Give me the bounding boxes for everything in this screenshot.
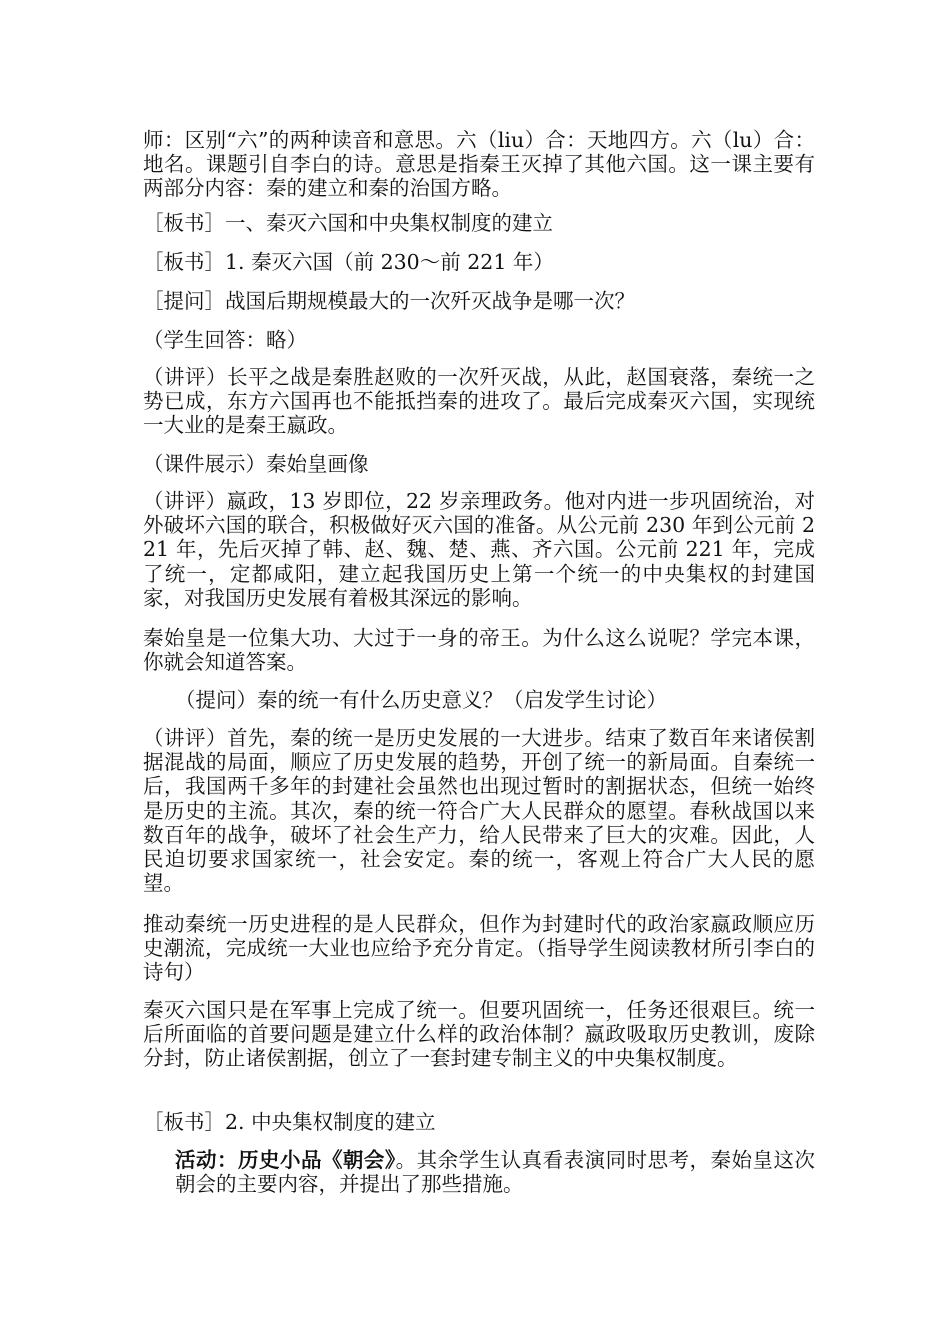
- comment-yingzheng: （讲评）嬴政，13 岁即位，22 岁亲理政务。他对内进一步巩固统治，对外破坏六国的联合，积极做好灭六国的准备。从公元前 230 年到公元前 221 年，先后灭掉了韩、赵、魏、楚、燕、齐六国。公元前 221 年，完成了统一，定都咸阳，建立起我国历史上第一个统一的中央集权的封建国家，对我国历史发展有着极其深远的影响。: [143, 489, 815, 610]
- paragraph-teacher-intro: 师：区别“六”的两种读音和意思。六（liu）合：天地四方。六（lu）合：地名。课题引自李白的诗。意思是指秦王灭掉了其他六国。这一课主要有两部分内容：秦的建立和秦的治国方略。: [143, 128, 815, 201]
- comment-changping: （讲评）长平之战是秦胜赵败的一次歼灭战，从此，赵国衰落，秦统一之势已成，东方六国再也不能抵挡秦的进攻了。最后完成秦灭六国，实现统一大业的是秦王嬴政。: [143, 365, 815, 438]
- paragraph-consolidation: 秦灭六国只是在军事上完成了统一。但要巩固统一，任务还很艰巨。统一后所面临的首要问题是建立什么样的政治体制？嬴政吸取历史教训，废除分封，防止诸侯割据，创立了一套封建专制主义的中央集权制度。: [143, 998, 815, 1071]
- comment-significance: （讲评）首先，秦的统一是历史发展的一大进步。结束了数百年来诸侯割据混战的局面，顺应了历史发展的趋势，开创了统一的新局面。自秦统一后，我国两千多年的封建社会虽然也出现过暂时的割据状态，但统一始终是历史的主流。其次，秦的统一符合广大人民群众的愿望。春秋战国以来数百年的战争，破坏了社会生产力，给人民带来了巨大的灾难。因此，人民迫切要求国家统一，社会安定。秦的统一，客观上符合广大人民的愿望。: [143, 726, 815, 896]
- question-war: ［提问］战国后期规模最大的一次歼灭战争是哪一次？: [143, 289, 635, 313]
- board-heading-1-1: ［板书］1. 秦灭六国（前 230～前 221 年）: [143, 250, 554, 274]
- activity-label: 活动：历史小品《朝会》: [175, 1148, 396, 1172]
- question-significance: （提问）秦的统一有什么历史意义？（启发学生讨论）: [175, 688, 667, 712]
- student-answer: （学生回答：略）: [143, 328, 307, 352]
- activity-paragraph: [143, 1148, 815, 1196]
- paragraph-people: 推动秦统一历史进程的是人民群众，但作为封建时代的政治家嬴政顺应历史潮流，完成统一大业也应给予充分肯定。（指导学生阅读教材所引李白的诗句）: [143, 912, 815, 985]
- paragraph-qin-shihuang: 秦始皇是一位集大功、大过于一身的帝王。为什么这么说呢？学完本课，你就会知道答案。: [143, 626, 815, 675]
- courseware-portrait: （课件展示）秦始皇画像: [143, 452, 369, 476]
- board-heading-1: ［板书］一、秦灭六国和中央集权制度的建立: [143, 211, 553, 235]
- activity-text: 。其余学生认真看表演同时思考，秦始皇这次朝会的主要内容，并提出了那些措施。: [175, 1148, 816, 1197]
- board-heading-1-2: ［板书］2. 中央集权制度的建立: [143, 1110, 436, 1134]
